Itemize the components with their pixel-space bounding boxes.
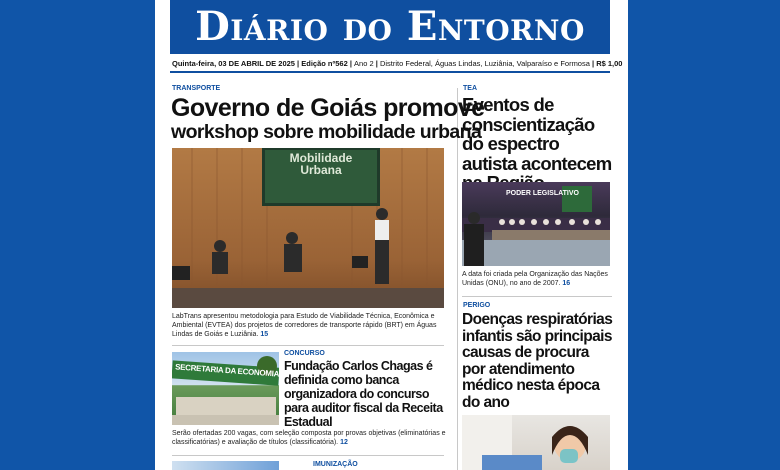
tea-headline[interactable]: Eventos de conscientização do espectro autista acontecem — [462, 94, 612, 174]
tea-caption — [462, 270, 612, 288]
tea-banner-text: PODER LEGISLATIVO — [506, 190, 579, 197]
column-divider — [457, 88, 458, 470]
edition-number: Edição nº562 — [301, 59, 348, 68]
tea-page-ref[interactable]: 16 — [562, 280, 571, 287]
lead-caption — [172, 312, 444, 339]
edition-year: Ano 2 — [354, 59, 374, 68]
concurso-sign-text: SECRETARIA DA ECONOMIA — [174, 362, 279, 379]
imunizacao-photo[interactable] — [172, 461, 279, 470]
lead-headline-line1[interactable]: Governo de Goiás promove — [171, 94, 485, 122]
tea-kicker: TEA — [463, 85, 477, 92]
screen-text-line2: Urbana — [300, 163, 342, 177]
concurso-page-ref[interactable]: 12 — [340, 439, 348, 446]
lead-headline-line2[interactable]: workshop sobre mobilidade urbana — [171, 121, 482, 143]
lead-kicker: TRANSPORTE — [172, 85, 221, 92]
newspaper-front-page — [155, 0, 628, 470]
concurso-photo[interactable] — [172, 352, 279, 425]
lead-divider — [172, 345, 444, 346]
edition-price: R$ 1,00 — [596, 59, 623, 68]
masthead-rule — [170, 71, 610, 73]
concurso-kicker: CONCURSO — [284, 350, 325, 357]
perigo-photo-drawing — [462, 415, 610, 470]
edition-regions: Distrito Federal, Águas Lindas, Luziânia, Valparaíso e Formosa — [379, 59, 590, 68]
concurso-caption-text: Serão ofertadas 200 vagas, com seleção composta por provas objetivas (eliminatórias e classificatórias) e avaliação de títulos (classificatória). — [172, 430, 446, 446]
tea-caption-text: A data foi criada pela Organização das Nações Unidas (ONU), no ano de 2007. — [462, 271, 608, 287]
concurso-divider — [172, 455, 444, 456]
edition-line: Quinta-feira, 03 DE ABRIL DE 2025 | Edição nº562 | Ano 2 | Distrito Federal, Águas Lindas, Luziânia, Valparaíso e Formosa | R$ 1,00 — [172, 59, 623, 68]
edition-date: Quinta-feira, 03 DE ABRIL DE 2025 — [172, 59, 295, 68]
lead-photo[interactable] — [172, 148, 444, 308]
screen-text-line1: Mobilidade — [289, 151, 353, 165]
lead-page-ref[interactable]: 15 — [260, 331, 269, 338]
perigo-kicker: PERIGO — [463, 302, 491, 309]
imunizacao-kicker: IMUNIZAÇÃO — [313, 461, 358, 468]
lead-caption-text: LabTrans apresentou metodologia para Estudo de Viabilidade Técnica, Econômica e Ambiental (EVTEA) dos projetos de corredores de transporte rápido (BRT) em Águas Lindas de Goiás e Luziânia. — [172, 313, 437, 338]
masthead: Diário do Entorno — [170, 0, 610, 54]
concurso-caption — [172, 429, 457, 447]
concurso-headline[interactable]: Fundação Carlos Chagas é definida como banca organizadora do concurso para auditor fiscal da Receita Estadual — [284, 359, 443, 429]
perigo-headline[interactable]: Doenças respiratórias infantis são principais causas de procura por atendimento médico nesta época do ano — [462, 311, 613, 411]
perigo-photo[interactable] — [462, 415, 610, 470]
tea-photo[interactable] — [462, 182, 610, 266]
tea-divider — [462, 296, 612, 297]
